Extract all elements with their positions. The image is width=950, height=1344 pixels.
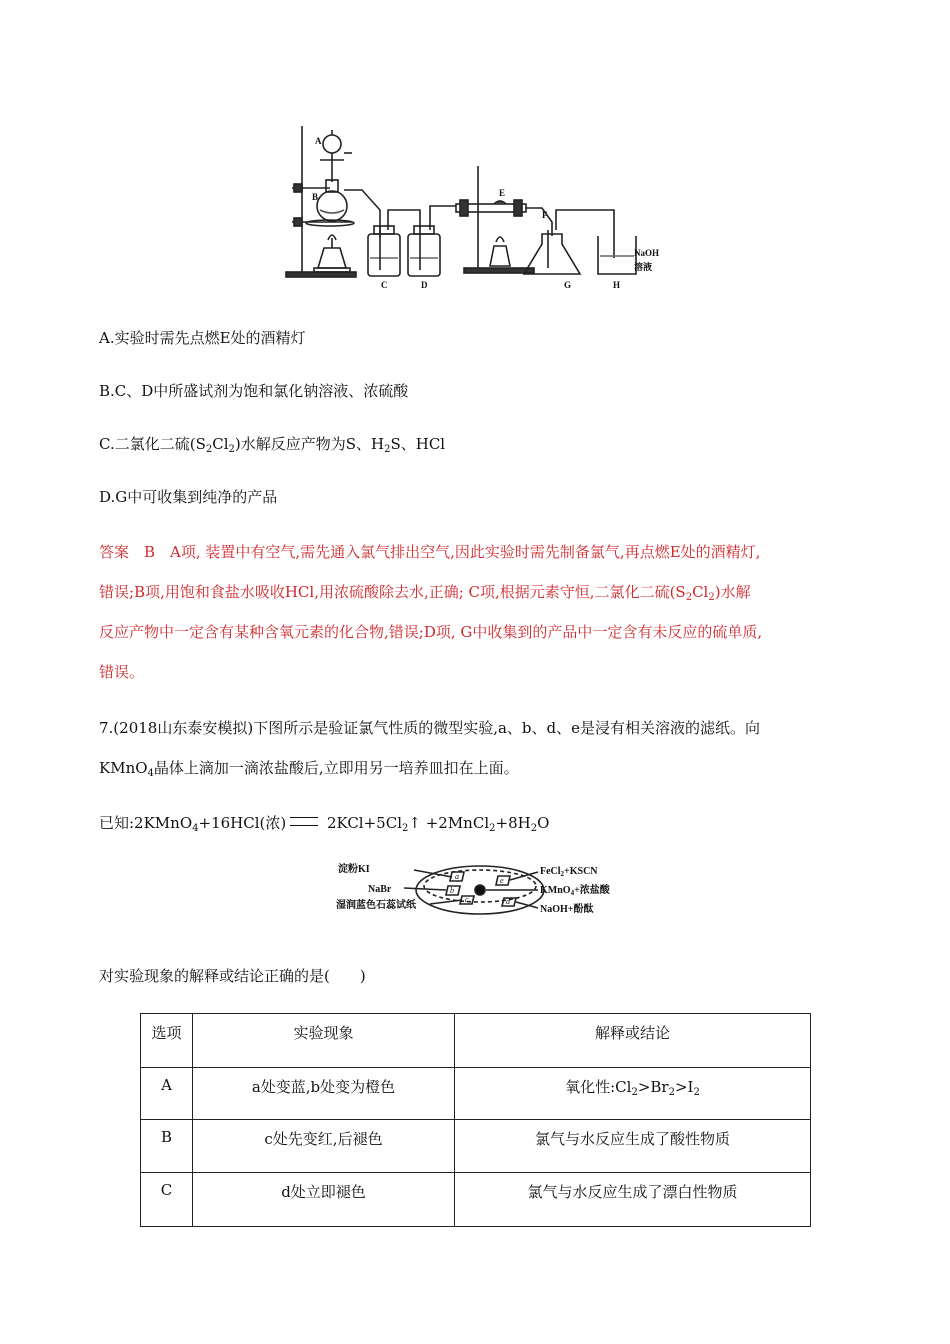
sub: 2 (560, 870, 565, 878)
label-nabr: NaBr (368, 884, 392, 895)
row-phenomenon: a处变蓝,b处变为橙色 (193, 1068, 455, 1120)
concl-text: >I (674, 1078, 694, 1096)
paper-b: b (450, 886, 454, 895)
sub: 2 (530, 823, 538, 834)
row-option: B (141, 1120, 193, 1173)
sub: 2 (708, 592, 715, 603)
sub: 2 (668, 1087, 675, 1098)
label-litmus: 湿润蓝色石蕊试纸 (336, 900, 416, 911)
answer-line-2 (99, 582, 751, 602)
apparatus-figure (280, 118, 680, 300)
table-row (141, 1120, 811, 1173)
answer-text: 错误;B项,用饱和食盐水吸收HCl,用浓硫酸除去水,正确; C项,根据元素守恒,二氯化二硫(S (99, 583, 686, 601)
sub: 4 (570, 889, 575, 897)
paper-c: c (465, 895, 469, 904)
apparatus-diagram (280, 118, 680, 300)
label-text: FeCl (540, 866, 561, 877)
label-text: KMnO (540, 885, 571, 896)
q7-line-2 (99, 758, 519, 778)
answer-line-3: 反应产物中一定含有某种含氧元素的化合物,错误;D项, G中收集到的产品中一定含有未反应的硫单质, (99, 623, 763, 641)
eq-text: 已知:2KMnO (99, 814, 193, 832)
paper-e: e (500, 876, 504, 885)
label-naoh-phenol: NaOH+酚酞 (540, 904, 594, 915)
option-c-text: S、HCl (390, 435, 446, 453)
label-A: A (315, 136, 322, 146)
row-conclusion: 氯气与水反应生成了漂白性物质 (455, 1173, 811, 1227)
row-conclusion: 氯气与水反应生成了酸性物质 (455, 1120, 811, 1173)
known-equation (99, 813, 549, 833)
sub: 2 (384, 444, 391, 455)
eq-text: 2KCl+5Cl (322, 814, 402, 832)
label-B: B (312, 192, 319, 202)
answer-text: Cl (692, 583, 709, 601)
answer-line-1: 答案 B A项, 装置中有空气,需先通入氯气排出空气,因此实验时需先制备氯气,再点燃E处的酒精灯, (99, 543, 761, 561)
header-phenomenon: 实验现象 (193, 1014, 455, 1068)
option-d: D.G中可收集到纯净的产品 (99, 488, 278, 506)
option-c-text: Cl (212, 435, 229, 453)
table-row (141, 1068, 811, 1120)
concl-text: 氧化性:Cl (565, 1078, 632, 1096)
sub: 4 (147, 768, 154, 779)
petri-dish-figure (330, 858, 630, 920)
sub: 2 (489, 823, 496, 834)
table-header-row (141, 1014, 811, 1068)
q7-text: KMnO (99, 759, 148, 777)
row-option: C (141, 1173, 193, 1227)
equals-sign (290, 817, 318, 826)
label-E: E (499, 188, 506, 198)
option-c-text: )水解反应产物为S、H (234, 435, 385, 453)
paper-d: d (506, 897, 510, 906)
label-naoh-solution: 溶液 (634, 262, 653, 272)
header-conclusion: 解释或结论 (455, 1014, 811, 1068)
q7-line-1: 7.(2018山东泰安模拟)下图所示是验证氯气性质的微型实验,a、b、d、e是浸有相关溶液的滤纸。向 (99, 719, 760, 737)
answer-line-4: 错误。 (99, 663, 145, 681)
options-table (140, 1013, 811, 1227)
row-option: A (141, 1068, 193, 1120)
option-c-text: C.二氯化二硫(S (99, 435, 206, 453)
label-G: G (564, 280, 572, 290)
sub: 2 (228, 444, 235, 455)
option-a: A.实验时需先点燃E处的酒精灯 (99, 329, 306, 347)
table-row (141, 1173, 811, 1227)
eq-text: +16HCl(浓) (198, 814, 287, 832)
row-phenomenon: c处先变红,后褪色 (193, 1120, 455, 1173)
label-D: D (421, 280, 428, 290)
sub: 2 (402, 823, 409, 834)
eq-text: +8H (495, 814, 531, 832)
paper-a: a (455, 872, 459, 881)
label-text: +浓盐酸 (574, 885, 610, 896)
concl-text: >Br (637, 1078, 669, 1096)
option-c (99, 434, 445, 454)
row-conclusion (455, 1068, 811, 1120)
eq-text: ↑ +2MnCl (408, 814, 490, 832)
option-b: B.C、D中所盛试剂为饱和氯化钠溶液、浓硫酸 (99, 382, 409, 400)
petri-dish-diagram (330, 858, 630, 920)
sub: 2 (685, 592, 693, 603)
sub: 4 (192, 823, 199, 834)
eq-text: O (537, 814, 550, 832)
header-option: 选项 (141, 1014, 193, 1068)
sub: 2 (205, 444, 213, 455)
label-H: H (613, 280, 621, 290)
label-kmno4 (540, 883, 611, 897)
label-text: +KSCN (564, 866, 598, 877)
label-naoh: NaOH (634, 248, 660, 258)
answer-text: )水解 (714, 583, 751, 601)
label-fecl2 (540, 866, 598, 878)
sub: 2 (631, 1087, 638, 1098)
sub: 2 (693, 1087, 700, 1098)
label-F: F (542, 210, 548, 220)
row-phenomenon: d处立即褪色 (193, 1173, 455, 1227)
q7-text: 晶体上滴加一滴浓盐酸后,立即用另一培养皿扣在上面。 (153, 759, 519, 777)
q7-prompt: 对实验现象的解释或结论正确的是( ) (99, 967, 366, 985)
label-starch-ki: 淀粉KI (338, 864, 370, 875)
label-C: C (381, 280, 388, 290)
